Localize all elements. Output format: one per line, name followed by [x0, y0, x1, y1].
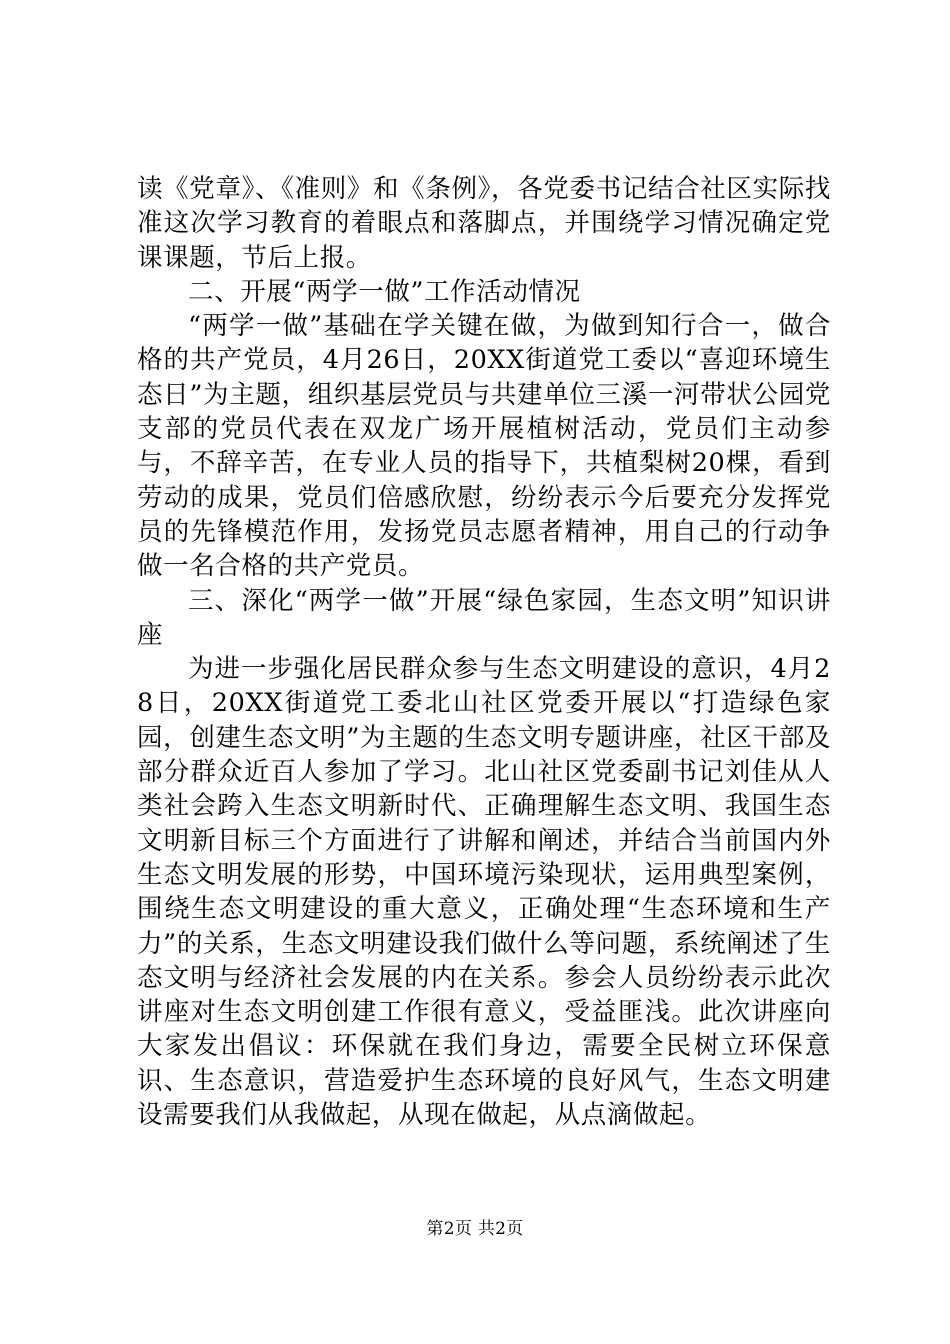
- page-footer: 第2页 共2页: [426, 1219, 524, 1239]
- paragraph-ecology-lecture: 为进一步强化居民群众参与生态文明建设的意识，4月28日，20XX街道党工委北山社区党委开展以“打造绿色家园，创建生态文明”为主题的生态文明专题讲座，社区干部及部分群众近百人参加了学习。北山社区党委副书记刘佳从人类社会跨入生态文明新时代、正确理解生态文明、我国生态文明新目标三个方面进行了讲解和阐述，并结合当前国内外生态文明发展的形势，中国环境污染现状，运用典型案例，围绕生态文明建设的重大意义，正确处理“生态环境和生产力”的关系，生态文明建设我们做什么等问题，系统阐述了生态文明与经济社会发展的内在关系。参会人员纷纷表示此次讲座对生态文明创建工作很有意义，受益匪浅。此次讲座向大家发出倡议：环保就在我们身边，需要全民树立环保意识、生态意识，营造爱护生态环境的良好风气，生态文明建设需要我们从我做起，从现在做起，从点滴做起。: [137, 654, 831, 1131]
- section-heading-two: 二、开展“两学一做”工作活动情况: [188, 276, 581, 307]
- document-body: [137, 172, 831, 1132]
- section-heading-three: 三、深化“两学一做”开展“绿色家园，生态文明”知识讲座: [137, 585, 831, 650]
- paragraph-tree-planting: “两学一做”基础在学关键在做，为做到知行合一，做合格的共产党员，4月26日，20XX街道党工委以“喜迎环境生态日”为主题，组织基层党员与共建单位三溪一河带状公园党支部的党员代表在双龙广场开展植树活动，党员们主动参与，不辞辛苦，在专业人员的指导下，共植梨树20棵，看到劳动的成果，党员们倍感欣慰，纷纷表示今后要充分发挥党员的先锋模范作用，发扬党员志愿者精神，用自己的行动争做一名合格的共产党员。: [137, 311, 831, 582]
- paragraph-continuation: 读《党章》、《准则》和《条例》，各党委书记结合社区实际找准这次学习教育的着眼点和落脚点，并围绕学习情况确定党课课题，节后上报。: [137, 174, 831, 273]
